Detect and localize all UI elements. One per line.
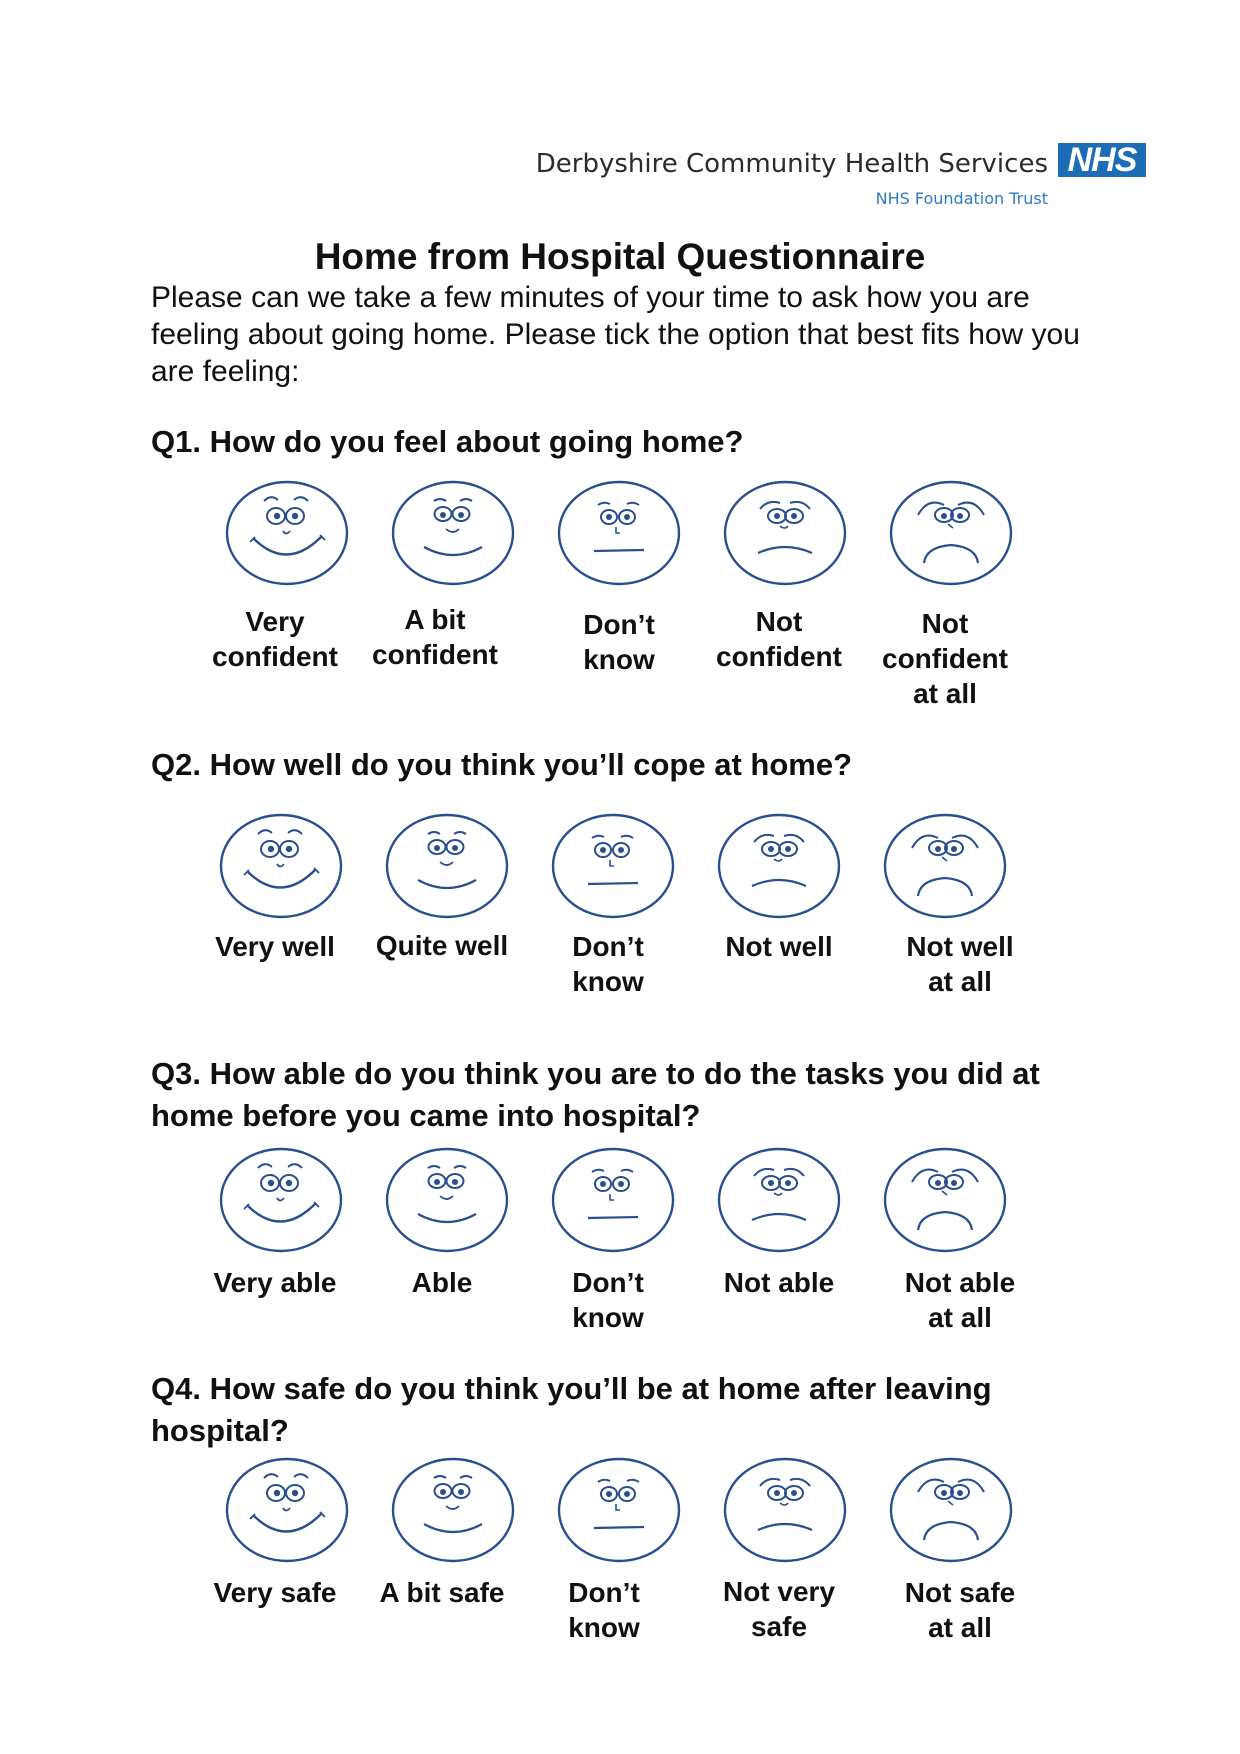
sad-face-icon — [722, 479, 848, 587]
organisation-subtitle: NHS Foundation Trust — [875, 189, 1048, 208]
q2-option-1-face[interactable] — [218, 812, 344, 920]
very-sad-face-icon — [882, 812, 1008, 920]
neutral-face-icon — [556, 479, 682, 587]
q3-option-3-face[interactable] — [550, 1146, 676, 1254]
q3-option-4-face[interactable] — [716, 1146, 842, 1254]
q4-option-1-face[interactable] — [224, 1456, 350, 1564]
happy-face-icon — [390, 479, 516, 587]
q3-option-1-label: Very able — [213, 1267, 337, 1298]
neutral-face-icon — [550, 812, 676, 920]
sad-face-icon — [716, 812, 842, 920]
q1-option-5-label: Not confident at all — [882, 608, 1008, 709]
q2-option-2-face[interactable] — [384, 812, 510, 920]
q2-option-3-face[interactable] — [550, 812, 676, 920]
q1-option-2-face[interactable] — [390, 479, 516, 587]
neutral-face-icon — [550, 1146, 676, 1254]
q1-option-3-face[interactable] — [556, 479, 682, 587]
q2-option-4-face[interactable] — [716, 812, 842, 920]
q1-option-2-label: A bit confident — [372, 604, 498, 670]
page-header — [446, 143, 1146, 213]
very-happy-face-icon — [218, 1146, 344, 1254]
q3-option-3-label: Don’t know — [572, 1267, 644, 1333]
q3-option-5-face[interactable] — [882, 1146, 1008, 1254]
q1-option-1-face[interactable] — [224, 479, 350, 587]
very-happy-face-icon — [218, 812, 344, 920]
q2-option-4-label: Not well — [725, 931, 833, 962]
question-1: Q1. How do you feel about going home? — [151, 424, 744, 459]
q3-option-5-label: Not able at all — [904, 1267, 1016, 1333]
q4-option-4-face[interactable] — [722, 1456, 848, 1564]
nhs-logo: NHS — [1058, 143, 1146, 177]
q2-option-3-label: Don’t know — [572, 931, 644, 997]
q1-option-1-label: Very confident — [212, 606, 338, 672]
q1-option-4-face[interactable] — [722, 479, 848, 587]
q3-option-2-label: Able — [411, 1267, 473, 1298]
q4-option-4-label: Not very safe — [722, 1576, 836, 1642]
q4-option-1-label: Very safe — [213, 1577, 337, 1608]
happy-face-icon — [390, 1456, 516, 1564]
q4-option-5-face[interactable] — [888, 1456, 1014, 1564]
q4-option-3-label: Don’t know — [568, 1577, 640, 1643]
q4-option-3-face[interactable] — [556, 1456, 682, 1564]
q4-option-5-label: Not safe at all — [904, 1577, 1016, 1643]
happy-face-icon — [384, 1146, 510, 1254]
very-happy-face-icon — [224, 1456, 350, 1564]
q2-option-5-face[interactable] — [882, 812, 1008, 920]
organisation-name: Derbyshire Community Health Services — [535, 149, 1048, 179]
very-happy-face-icon — [224, 479, 350, 587]
q2-option-2-label: Quite well — [375, 930, 509, 961]
question-2: Q2. How well do you think you’ll cope at home? — [151, 747, 853, 782]
page-title: Home from Hospital Questionnaire — [314, 236, 926, 277]
intro-text: Please can we take a few minutes of your time to ask how you are feeling about going home. Please tick the option that best fits how you are feeling: — [151, 281, 1080, 388]
sad-face-icon — [722, 1456, 848, 1564]
q3-option-2-face[interactable] — [384, 1146, 510, 1254]
happy-face-icon — [384, 812, 510, 920]
q2-option-5-label: Not well at all — [906, 931, 1014, 997]
very-sad-face-icon — [888, 479, 1014, 587]
q2-option-1-label: Very well — [215, 931, 335, 962]
sad-face-icon — [716, 1146, 842, 1254]
question-4: Q4. How safe do you think you’ll be at home after leaving hospital? — [151, 1371, 992, 1448]
q3-option-4-label: Not able — [723, 1267, 835, 1298]
very-sad-face-icon — [882, 1146, 1008, 1254]
very-sad-face-icon — [888, 1456, 1014, 1564]
q1-option-5-face[interactable] — [888, 479, 1014, 587]
question-3: Q3. How able do you think you are to do the tasks you did at home before you came into hospital? — [151, 1056, 1040, 1133]
q3-option-1-face[interactable] — [218, 1146, 344, 1254]
q4-option-2-face[interactable] — [390, 1456, 516, 1564]
q4-option-2-label: A bit safe — [379, 1577, 505, 1608]
q1-option-4-label: Not confident — [716, 606, 842, 672]
q1-option-3-label: Don’t know — [583, 609, 655, 675]
neutral-face-icon — [556, 1456, 682, 1564]
